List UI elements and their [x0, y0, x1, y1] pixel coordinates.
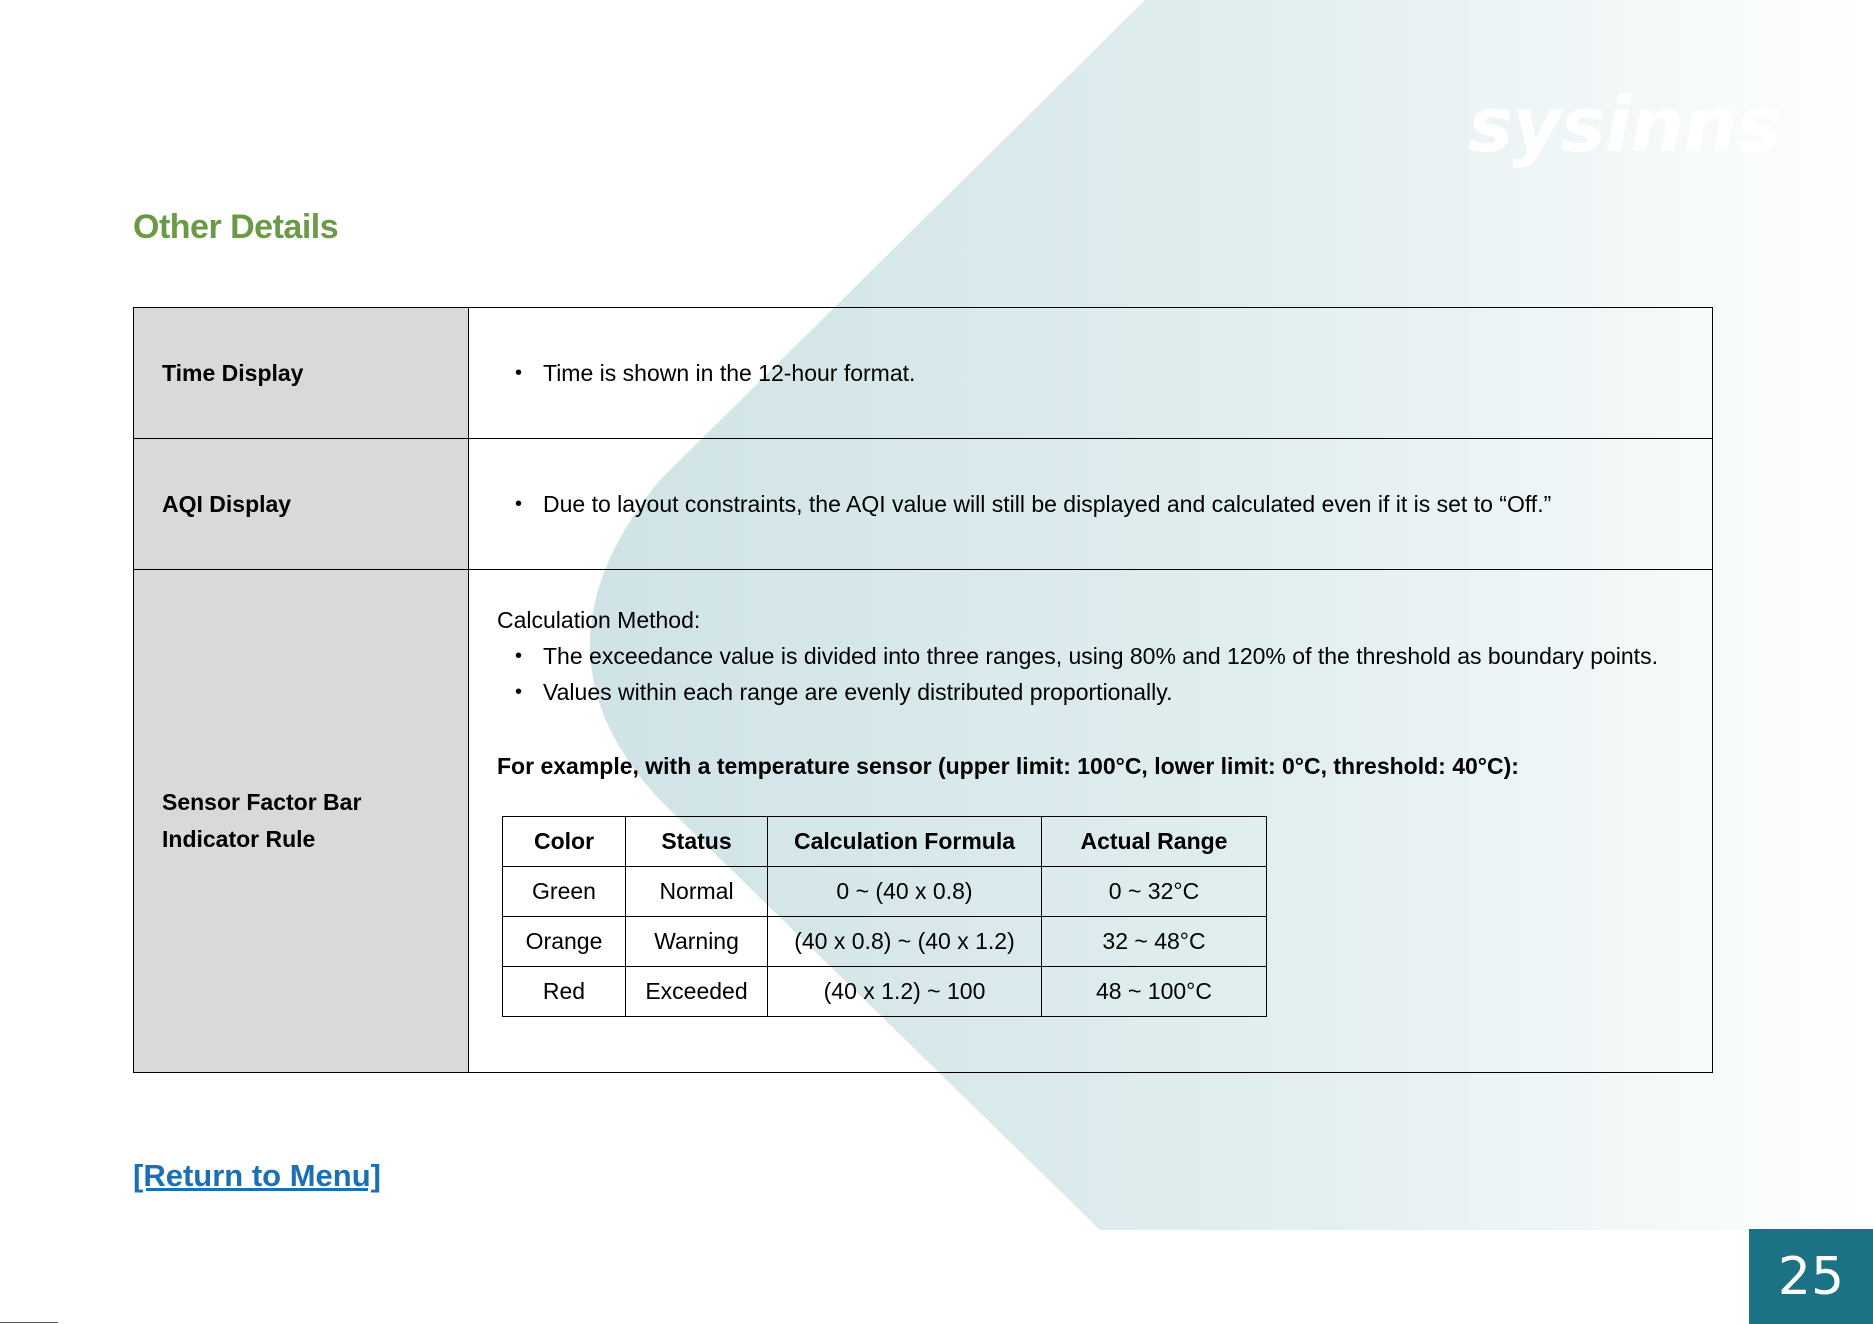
cell-actual-range: 48 ~ 100°C — [1042, 967, 1267, 1017]
header-actual-range: Actual Range — [1042, 817, 1267, 867]
table-row — [503, 917, 1267, 967]
cell-formula: 0 ~ (40 x 0.8) — [768, 867, 1042, 917]
details-table — [133, 307, 1713, 1073]
cell-actual-range: 0 ~ 32°C — [1042, 867, 1267, 917]
cell-color: Red — [503, 967, 626, 1017]
calculation-method-heading: Calculation Method: — [497, 607, 701, 633]
cell-actual-range: 32 ~ 48°C — [1042, 917, 1267, 967]
brand-logo: sysinns — [1468, 80, 1781, 169]
cell-status: Warning — [626, 917, 768, 967]
cell-status: Exceeded — [626, 967, 768, 1017]
footer-divider — [0, 1322, 58, 1323]
calculation-method-bullets — [497, 638, 1684, 710]
return-to-menu-link[interactable]: [Return to Menu] — [133, 1158, 381, 1193]
sensor-factor-description — [469, 570, 1713, 1073]
aqi-display-description — [469, 439, 1713, 570]
cell-color: Orange — [503, 917, 626, 967]
page-number: 25 — [1777, 1246, 1845, 1307]
cell-status: Normal — [626, 867, 768, 917]
list-item: • Time is shown in the 12-hour format. — [497, 355, 1684, 391]
sensor-factor-label-line1: Sensor Factor Bar — [162, 789, 362, 815]
example-text: For example, with a temperature sensor (upper limit: 100°C, lower limit: 0°C, threshold: 40°C): — [497, 753, 1519, 779]
list-item: • The exceedance value is divided into three ranges, using 80% and 120% of the threshold as boundary points. — [497, 638, 1684, 674]
time-display-description — [469, 308, 1713, 439]
range-table-header — [503, 817, 1267, 867]
table-row-time-display — [134, 308, 1713, 439]
sensor-factor-label — [134, 570, 469, 1073]
list-item: • Due to layout constraints, the AQI value will still be displayed and calculated even if it is set to “Off.” — [497, 486, 1684, 522]
table-row — [503, 867, 1267, 917]
section-title: Other Details — [133, 208, 339, 246]
cell-formula: (40 x 0.8) ~ (40 x 1.2) — [768, 917, 1042, 967]
cell-color: Green — [503, 867, 626, 917]
list-item: • Values within each range are evenly distributed proportionally. — [497, 674, 1684, 710]
sensor-factor-label-line2: Indicator Rule — [162, 826, 316, 852]
time-display-bullets — [497, 355, 1684, 391]
aqi-display-bullets — [497, 486, 1684, 522]
time-display-label: Time Display — [134, 308, 469, 439]
header-status: Status — [626, 817, 768, 867]
table-row — [503, 967, 1267, 1017]
cell-formula: (40 x 1.2) ~ 100 — [768, 967, 1042, 1017]
table-row-sensor-factor — [134, 570, 1713, 1073]
header-formula: Calculation Formula — [768, 817, 1042, 867]
range-table — [502, 816, 1267, 1017]
page-number-badge — [1749, 1229, 1873, 1324]
table-row-aqi-display — [134, 439, 1713, 570]
aqi-display-label: AQI Display — [134, 439, 469, 570]
header-color: Color — [503, 817, 626, 867]
